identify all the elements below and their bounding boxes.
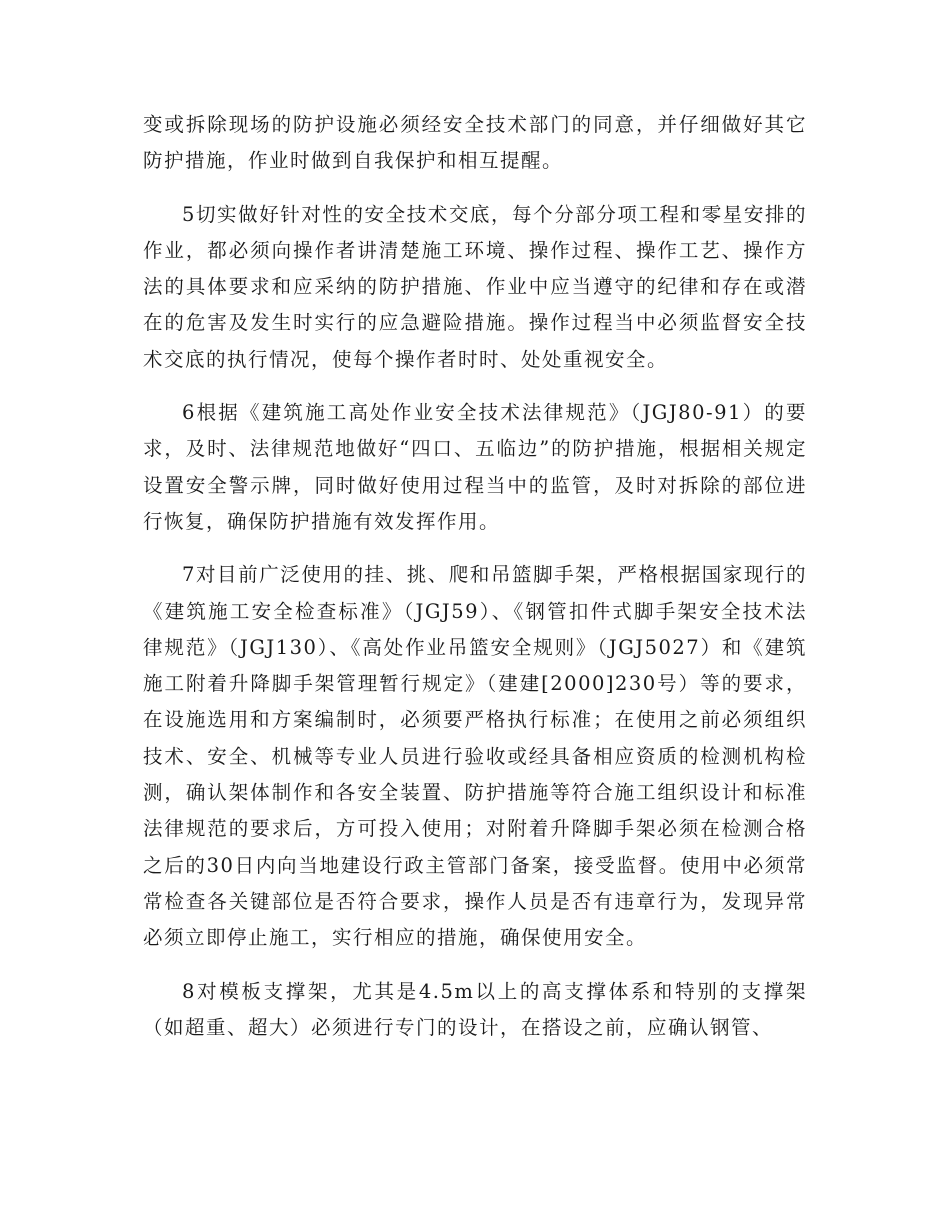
paragraph-continuation: 变或拆除现场的防护设施必须经安全技术部门的同意，并仔细做好其它防护措施，作业时做到自我保护和相互提醒。 [143,113,807,173]
document-body [143,107,807,1063]
paragraph-item-5: 5切实做好针对性的安全技术交底，每个分部分项工程和零星安排的作业，都必须向操作者讲清楚施工环境、操作过程、操作工艺、操作方法的具体要求和应采纳的防护措施、作业中应当遵守的纪律和存在或潜在的危害及发生时实行的应急避险措施。操作过程当中必须监督安全技术交底的执行情况，使每个操作者时时、处处重视安全。 [143,202,807,371]
paragraph-item-8: 8对模板支撑架，尤其是4.5m以上的高支撑体系和特别的支撑架（如超重、超大）必须进行专门的设计，在搭设之前，应确认钢管、 [143,979,807,1039]
paragraph-item-6: 6根据《建筑施工高处作业安全技术法律规范》（JGJ80-91）的要求，及时、法律规范地做好“四口、五临边”的防护措施，根据相关规定设置安全警示牌，同时做好使用过程当中的监管，及时对拆除的部位进行恢复，确保防护措施有效发挥作用。 [143,401,807,533]
paragraph-item-7: 7对目前广泛使用的挂、挑、爬和吊篮脚手架，严格根据国家现行的《建筑施工安全检查标准》（JGJ59）、《钢管扣件式脚手架安全技术法律规范》（JGJ130）、《高处作业吊篮安全规则》（JGJ5027）和《建筑施工附着升降脚手架管理暂行规定》（建建[2000]230号）等的要求，在设施选用和方案编制时，必须要严格执行标准；在使用之前必须组织技术、安全、机械等专业人员进行验收或经具备相应资质的检测机构检测，确认架体制作和各安全装置、防护措施等符合施工组织设计和标准法律规范的要求后，方可投入使用；对附着升降脚手架必须在检测合格之后的30日内向当地建设行政主管部门备案，接受监督。使用中必须常常检查各关键部位是否符合要求，操作人员是否有违章行为，发现异常必须立即停止施工，实行相应的措施，确保使用安全。 [143,563,807,950]
